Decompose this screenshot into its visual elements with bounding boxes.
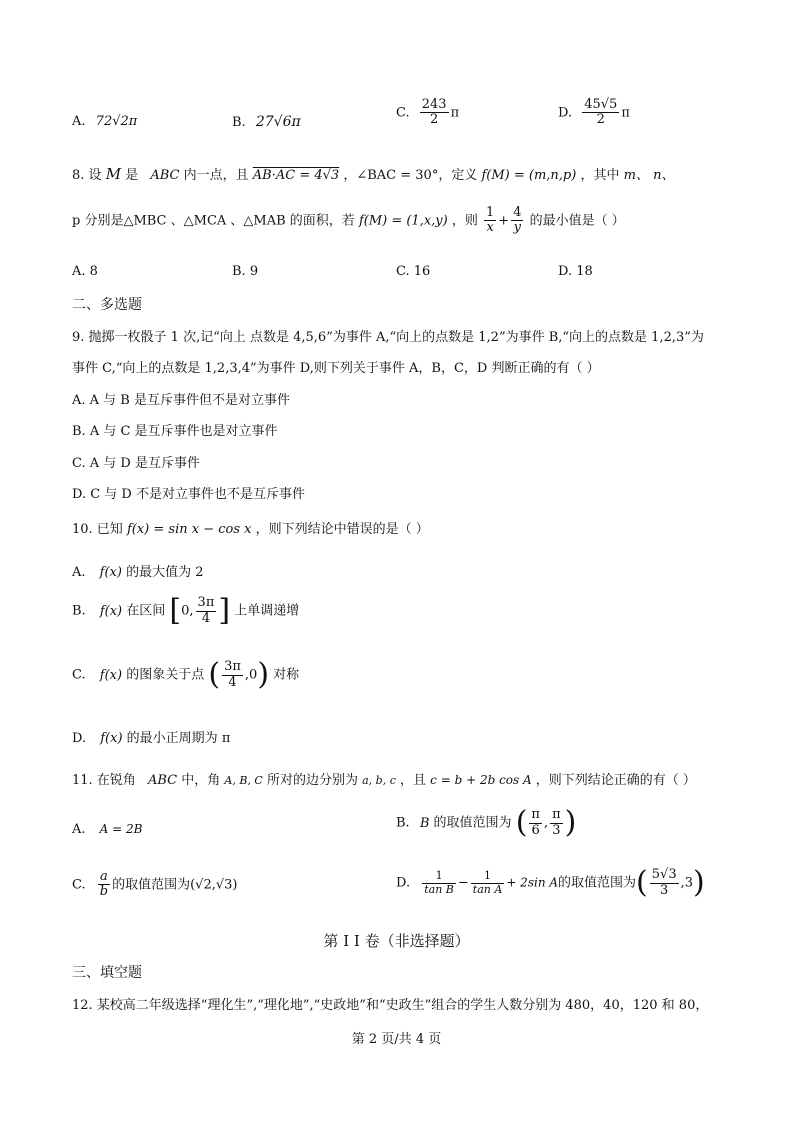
math: AB·AC = 4√3 bbox=[252, 168, 340, 183]
numerator: 3π bbox=[224, 659, 241, 675]
denominator: 4 bbox=[228, 674, 237, 690]
option-label: B. bbox=[72, 603, 86, 619]
q11-option-b: B. B 的取值范围为 ( $\frac{\pi}{6}$ , $\frac{\pi}{3}$ ) bbox=[396, 805, 577, 840]
q7-option-c bbox=[396, 98, 459, 128]
denominator: x bbox=[486, 220, 494, 236]
math: f(x) bbox=[99, 565, 122, 580]
fraction bbox=[420, 98, 449, 128]
text: 10. 已知 bbox=[72, 522, 123, 537]
pi-symbol: π bbox=[621, 105, 630, 121]
q10-option-b bbox=[72, 593, 300, 628]
text: 的取值范围为 bbox=[558, 875, 637, 891]
math: f(x) = sin x − cos x bbox=[126, 522, 252, 537]
math: ABC bbox=[147, 773, 178, 788]
numerator: π bbox=[552, 807, 561, 823]
q8-option-a: A. 8 bbox=[72, 264, 98, 279]
q8-option-c: C. 16 bbox=[396, 264, 431, 279]
math: ,0 bbox=[244, 667, 258, 683]
fraction bbox=[529, 808, 542, 838]
q12-line-1: 12. 某校高二年级选择“理化生”,“理化地”,“史政地”和“史政生”组合的学生人数分别为 480，40，120 和 80， bbox=[72, 998, 709, 1013]
math: f(x) bbox=[99, 667, 123, 683]
numerator: 243 bbox=[421, 97, 447, 112]
numerator: 1 bbox=[422, 870, 456, 883]
fraction bbox=[196, 596, 217, 626]
text: 对称 bbox=[273, 667, 300, 683]
math: f(M) = (m,n,p) bbox=[481, 168, 577, 183]
math: f(M) = (1,x,y) bbox=[358, 213, 448, 229]
option-value: 72√2π bbox=[95, 114, 138, 129]
fraction bbox=[582, 98, 619, 128]
volume-heading: 第 I I 卷（非选择题） bbox=[323, 932, 470, 950]
q11-stem bbox=[72, 769, 696, 788]
q11-option-c bbox=[72, 870, 238, 900]
text: ，则 bbox=[451, 213, 478, 229]
fraction bbox=[511, 206, 523, 236]
left-paren: ( bbox=[208, 657, 221, 692]
question-number: 8. bbox=[72, 168, 85, 183]
option-label: A. bbox=[72, 565, 86, 580]
section-heading: 二、多选题 bbox=[72, 297, 142, 313]
q8-option-d: D. 18 bbox=[558, 264, 593, 279]
numerator: π bbox=[531, 807, 540, 823]
denominator: y bbox=[513, 220, 522, 236]
right-paren: ) bbox=[257, 657, 270, 692]
left-paren: ( bbox=[636, 865, 648, 900]
math: ,3 bbox=[680, 875, 693, 891]
q7-option-b bbox=[232, 114, 301, 130]
option-label: A. bbox=[72, 114, 86, 129]
section-heading: 三、填空题 bbox=[72, 965, 142, 981]
text: 的最大值为 2 bbox=[126, 565, 204, 580]
text: ，其中 bbox=[580, 168, 620, 183]
denominator: 2 bbox=[430, 112, 439, 128]
q9-line-2: 事件 C,“向上的点数是 1,2,3,4”为事件 D,则下列关于事件 A，B，C，D 判断正确的有（ ） bbox=[72, 361, 600, 376]
q11-option-d bbox=[396, 865, 705, 900]
denominator: 6 bbox=[531, 822, 540, 838]
denominator: tan B bbox=[424, 882, 454, 896]
option-label: A. bbox=[72, 822, 86, 837]
option-label: C. bbox=[396, 105, 410, 121]
q10-option-c bbox=[72, 657, 300, 692]
q10-option-a bbox=[72, 561, 204, 580]
q11-option-a bbox=[72, 822, 142, 837]
fraction bbox=[550, 808, 563, 838]
numerator: 3π bbox=[197, 595, 215, 611]
option-label: C. bbox=[72, 667, 86, 683]
numerator: 4 bbox=[513, 205, 522, 220]
option-label: D. bbox=[72, 731, 87, 746]
option-label: B. bbox=[232, 115, 246, 130]
text: 在区间 bbox=[126, 603, 166, 619]
text: ，∠BAC = 30°，定义 bbox=[343, 168, 478, 183]
math: + 2sin A bbox=[506, 875, 559, 890]
denominator: 3 bbox=[660, 882, 669, 898]
text: 上单调递增 bbox=[234, 603, 300, 619]
math: (√2,√3) bbox=[190, 877, 238, 893]
text: ，且 bbox=[400, 773, 427, 788]
text: 的最小值是（ ） bbox=[529, 213, 625, 229]
q10-option-d bbox=[72, 727, 230, 746]
numerator: 45√5 bbox=[584, 97, 618, 112]
math: A = 2B bbox=[99, 822, 143, 836]
denominator: 3 bbox=[552, 822, 561, 838]
text: 中，角 bbox=[181, 773, 221, 788]
text: 的取值范围为 bbox=[433, 815, 512, 831]
text: 是 bbox=[125, 168, 139, 183]
text: 内一点，且 bbox=[183, 168, 249, 183]
fraction bbox=[650, 868, 679, 898]
math: B bbox=[419, 815, 430, 831]
option-label: B. bbox=[396, 815, 410, 831]
q9-option-c: C. A 与 D 是互斥事件 bbox=[72, 456, 200, 471]
text: ，则下列结论正确的有（ ） bbox=[535, 773, 696, 788]
q8-option-b: B. 9 bbox=[232, 264, 259, 279]
math: c = b + 2b cos A bbox=[430, 773, 532, 787]
math: M bbox=[105, 165, 122, 183]
numerator: 1 bbox=[486, 205, 495, 220]
left-bracket: [ bbox=[169, 593, 182, 628]
text: 的取值范围为 bbox=[112, 877, 191, 893]
math: f(x) bbox=[99, 603, 123, 619]
right-bracket: ] bbox=[218, 593, 231, 628]
text: 设 bbox=[88, 168, 102, 183]
operator: − bbox=[457, 875, 469, 891]
q9-option-d: D. C 与 D 不是对立事件也不是互斥事件 bbox=[72, 487, 305, 502]
q8-line-1 bbox=[72, 164, 674, 183]
denominator: 2 bbox=[596, 112, 605, 128]
text: ，则下列结论中错误的是（ ） bbox=[255, 522, 429, 537]
math: 0, bbox=[181, 603, 194, 619]
text: 11. 在锐角 bbox=[72, 773, 136, 788]
page-footer: 第 2 页/共 4 页 bbox=[351, 1032, 442, 1047]
q7-option-a bbox=[72, 114, 137, 129]
numerator: 1 bbox=[471, 870, 505, 883]
text: 的图象关于点 bbox=[126, 667, 205, 683]
q9-option-b: B. A 与 C 是互斥事件也是对立事件 bbox=[72, 424, 278, 439]
right-paren: ) bbox=[693, 865, 705, 900]
fraction bbox=[422, 870, 456, 895]
q7-option-d bbox=[558, 98, 630, 128]
right-paren: ) bbox=[564, 805, 577, 840]
q9-option-a: A. A 与 B 是互斥事件但不是对立事件 bbox=[72, 393, 290, 408]
numerator: a bbox=[98, 870, 110, 885]
q10-stem bbox=[72, 518, 429, 537]
pi-symbol: π bbox=[450, 105, 460, 121]
left-paren: ( bbox=[515, 805, 528, 840]
text: 所对的边分别为 bbox=[266, 773, 358, 788]
denominator: tan A bbox=[472, 882, 503, 896]
fraction bbox=[98, 870, 110, 900]
denominator: 4 bbox=[201, 610, 211, 626]
math: A, B, C bbox=[224, 774, 263, 787]
fraction bbox=[484, 206, 496, 236]
operator: + bbox=[498, 213, 510, 229]
option-label: C. bbox=[72, 877, 86, 893]
pi-symbol: π bbox=[221, 731, 231, 746]
math: ABC bbox=[150, 168, 180, 183]
option-label: D. bbox=[396, 875, 411, 891]
numerator: 5√3 bbox=[651, 867, 677, 883]
denominator: b bbox=[99, 884, 109, 900]
q8-line-2 bbox=[72, 206, 625, 236]
math: m、 n、 bbox=[623, 168, 675, 183]
math: f(x) bbox=[100, 731, 123, 746]
text: 的最小正周期为 bbox=[126, 731, 218, 746]
q9-line-1: 9. 抛掷一枚骰子 1 次,记“向上 点数是 4,5,6”为事件 A,“向上的点数是 1,2”为事件 B,“向上的点数是 1,2,3”为 bbox=[72, 330, 704, 345]
option-label: D. bbox=[558, 105, 573, 121]
fraction bbox=[471, 870, 505, 895]
text: p 分别是△MBC 、△MCA 、△MAB 的面积，若 bbox=[72, 213, 355, 229]
option-value: 27√6π bbox=[255, 114, 301, 130]
math: a, b, c bbox=[362, 774, 396, 787]
fraction bbox=[222, 660, 243, 690]
